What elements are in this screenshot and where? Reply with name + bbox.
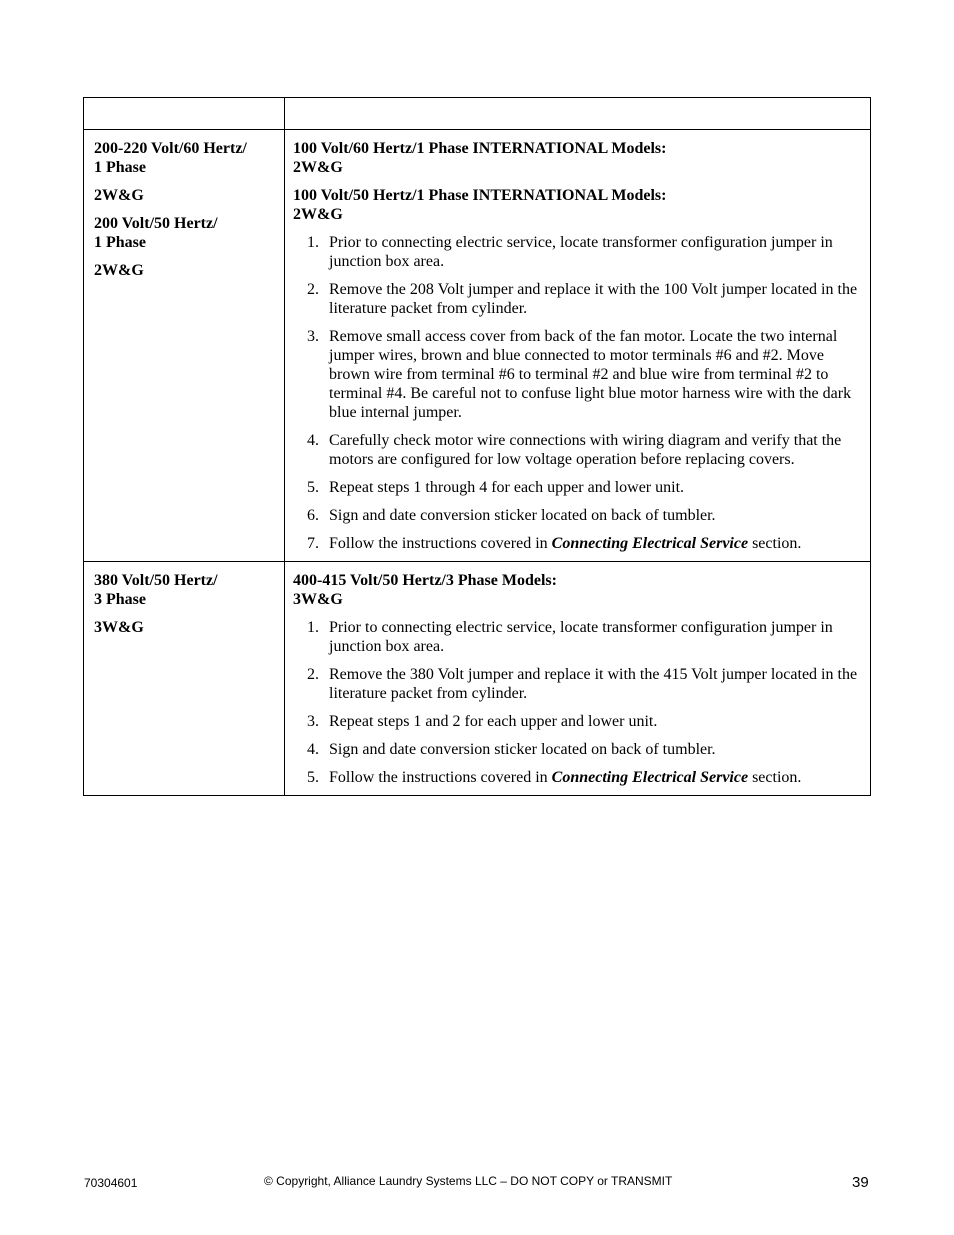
step-item [293,280,858,318]
step-text: Repeat steps 1 and 2 for each upper and lower unit. [329,713,658,730]
step-item [293,431,858,469]
wiring-label: 2W&G [94,262,144,279]
step-number: 3. [307,713,319,730]
voltage-cell [84,130,285,562]
step-number: 3. [307,328,319,345]
step-number: 4. [307,741,319,758]
step-item [293,665,858,703]
step-item [293,618,858,656]
step-text: Remove small access cover from back of the fan motor. Locate the two internal jumper wires, brown and blue connected to motor terminals #6 and #2. Move brown wire from terminal #6 to terminal #2 and blue wire from terminal #2 to terminal #4. Be careful not to confuse light blue motor harness wire with the dark blue internal jumper. [329,328,852,421]
section-reference: Connecting Electrical Service [551,535,749,552]
step-text: Repeat steps 1 through 4 for each upper and lower unit. [329,479,685,496]
header-cell-left [84,98,285,130]
step-number: 1. [307,234,319,251]
step-text: Prior to connecting electric service, locate transformer configuration jumper in junction box area. [329,619,833,655]
step-text: Sign and date conversion sticker located on back of tumbler. [329,741,716,758]
step-text: Carefully check motor wire connections with wiring diagram and verify that the motors are configured for low voltage operation before replacing covers. [329,432,842,468]
step-number: 6. [307,507,319,524]
step-text-pre: Follow the instructions covered in [329,769,552,786]
step-text-pre: Follow the instructions covered in [329,535,552,552]
wiring-label: 2W&G [94,187,144,204]
model-heading: 100 Volt/60 Hertz/1 Phase INTERNATIONAL Models: 2W&G [293,140,667,176]
steps-list [293,618,858,787]
step-text: Remove the 208 Volt jumper and replace it with the 100 Volt jumper located in the literature packet from cylinder. [329,281,858,317]
table-row [84,130,871,562]
step-number: 2. [307,666,319,683]
step-item [293,740,858,759]
step-text: Remove the 380 Volt jumper and replace it with the 415 Volt jumper located in the literature packet from cylinder. [329,666,858,702]
instructions-cell [285,562,871,796]
copyright-notice: © Copyright, Alliance Laundry Systems LLC – DO NOT COPY or TRANSMIT [264,1174,673,1188]
steps-list [293,233,858,553]
step-text-post: section. [748,535,802,552]
step-number: 7. [307,535,319,552]
step-item [293,506,858,525]
step-number: 5. [307,479,319,496]
voltage-cell [84,562,285,796]
section-reference: Connecting Electrical Service [551,769,749,786]
step-text: Prior to connecting electric service, locate transformer configuration jumper in junction box area. [329,234,833,270]
step-item [293,712,858,731]
step-item [293,478,858,497]
voltage-label: 200 Volt/50 Hertz/ 1 Phase [94,215,218,251]
table-header-row [84,98,871,130]
table-row [84,562,871,796]
step-item [293,534,858,553]
step-text [329,768,858,787]
step-number: 4. [307,432,319,449]
step-item [293,327,858,422]
step-item [293,233,858,271]
step-number: 5. [307,769,319,786]
voltage-label: 380 Volt/50 Hertz/ 3 Phase [94,572,218,608]
model-heading: 100 Volt/50 Hertz/1 Phase INTERNATIONAL Models: 2W&G [293,187,667,223]
step-text-post: section. [748,769,802,786]
step-number: 2. [307,281,319,298]
step-text: Sign and date conversion sticker located on back of tumbler. [329,507,716,524]
step-item [293,768,858,787]
model-heading: 400-415 Volt/50 Hertz/3 Phase Models: 3W&G [293,572,557,608]
step-number: 1. [307,619,319,636]
document-number: 70304601 [84,1176,138,1190]
page-number: 39 [852,1174,869,1191]
voltage-conversion-table [83,97,871,796]
instructions-cell [285,130,871,562]
header-cell-right [285,98,871,130]
wiring-label: 3W&G [94,619,144,636]
step-text [329,534,858,553]
voltage-label: 200-220 Volt/60 Hertz/ 1 Phase [94,140,247,176]
